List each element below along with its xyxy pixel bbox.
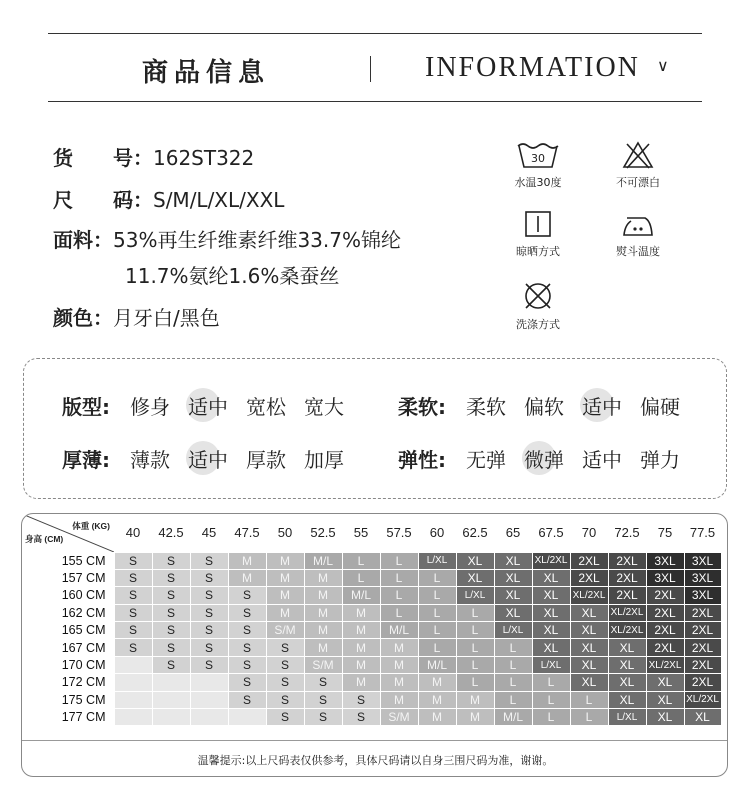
size-cell: L xyxy=(456,674,494,691)
attr-label: 版型: xyxy=(62,395,110,419)
size-cell: L xyxy=(494,656,532,673)
header-separator xyxy=(370,56,371,82)
size-cell: 3XL xyxy=(684,569,721,586)
size-cell: L xyxy=(380,569,418,586)
size-cell: M xyxy=(342,656,380,673)
size-table-box xyxy=(21,513,728,777)
attr-thickness xyxy=(62,444,346,473)
size-cell: 2XL xyxy=(608,587,646,604)
weight-header: 72.5 xyxy=(614,525,640,541)
care-dry xyxy=(498,209,578,259)
size-cell: S xyxy=(304,674,342,691)
size-cell: 3XL xyxy=(646,552,684,569)
size-cell: S xyxy=(114,622,152,639)
size-cell: M xyxy=(304,639,342,656)
attr-option: 偏软 xyxy=(524,395,564,419)
size-cell: S xyxy=(190,639,228,656)
size-cell: S xyxy=(190,587,228,604)
size-cell: S xyxy=(152,622,190,639)
size-cell: S xyxy=(114,587,152,604)
care-wash-method xyxy=(498,280,578,332)
size-cell: 2XL xyxy=(646,622,684,639)
size-cell: M xyxy=(342,639,380,656)
size-cell xyxy=(190,709,228,726)
size-cell: XL xyxy=(570,674,608,691)
info-label: 颜色： xyxy=(53,306,113,330)
info-value: 53%再生纤维素纤维33.7%锦纶 xyxy=(113,228,401,252)
size-cell: L xyxy=(418,604,456,621)
size-cell: S xyxy=(342,691,380,708)
size-cell: 2XL xyxy=(684,604,721,621)
size-cell: 2XL xyxy=(608,569,646,586)
size-cell: L/XL xyxy=(608,709,646,726)
size-cell: L xyxy=(456,656,494,673)
size-cell: S xyxy=(190,604,228,621)
attr-option: 无弹 xyxy=(466,448,506,472)
size-cell: S xyxy=(304,691,342,708)
size-cell: S xyxy=(228,587,266,604)
size-cell: S xyxy=(228,674,266,691)
size-tip: 温馨提示:以上尺码表仅供参考，具体尺码请以自身三围尺码为准，谢谢。 xyxy=(197,754,554,767)
size-cell: S xyxy=(342,709,380,726)
size-cell: XL/2XL xyxy=(608,622,646,639)
size-cell: XL xyxy=(570,639,608,656)
care-wash xyxy=(498,140,578,190)
info-label: 货 号： xyxy=(53,146,153,170)
size-cell: 2XL xyxy=(684,622,721,639)
size-cell: M/L xyxy=(342,587,380,604)
no-bleach-icon xyxy=(621,140,655,170)
size-cell: L xyxy=(456,622,494,639)
size-cell: XL xyxy=(608,656,646,673)
weight-header: 60 xyxy=(429,525,445,541)
weight-header: 75 xyxy=(657,525,673,541)
svg-text:30: 30 xyxy=(531,152,545,165)
size-cell: M xyxy=(266,587,304,604)
attr-option: 薄款 xyxy=(130,448,170,472)
size-cell: M xyxy=(228,552,266,569)
size-cell: L xyxy=(570,691,608,708)
weight-header: 45 xyxy=(201,525,217,541)
size-cell: L xyxy=(380,552,418,569)
size-cell: M/L xyxy=(304,552,342,569)
size-cell: S xyxy=(228,691,266,708)
weight-header: 65 xyxy=(505,525,521,541)
weight-header: 57.5 xyxy=(386,525,412,541)
size-cell: 2XL xyxy=(570,569,608,586)
size-cell: S xyxy=(190,622,228,639)
size-cell: S xyxy=(114,604,152,621)
weight-header: 62.5 xyxy=(462,525,488,541)
weight-header: 55 xyxy=(353,525,369,541)
table-row xyxy=(22,604,721,621)
attributes-box xyxy=(23,358,727,499)
size-cell: XL xyxy=(608,674,646,691)
attr-option: 宽大 xyxy=(304,395,344,419)
size-cell: M/L xyxy=(380,622,418,639)
attr-option-selected: 适中 xyxy=(186,391,230,420)
size-cell xyxy=(114,691,152,708)
size-cell: S xyxy=(114,639,152,656)
attr-option: 修身 xyxy=(130,395,170,419)
size-table xyxy=(22,514,722,726)
attr-label: 弹性: xyxy=(398,448,446,472)
info-value: 11.7%氨纶1.6%桑蚕丝 xyxy=(125,264,340,288)
size-cell xyxy=(190,691,228,708)
size-cell: L xyxy=(494,674,532,691)
care-bleach xyxy=(598,140,678,190)
size-cell: M xyxy=(342,674,380,691)
height-cell: 155 CM xyxy=(61,553,106,568)
table-row xyxy=(22,656,721,673)
size-cell xyxy=(152,709,190,726)
size-cell: M xyxy=(418,691,456,708)
size-cell: S/M xyxy=(266,622,304,639)
size-cell: S/M xyxy=(380,709,418,726)
size-cell: 2XL xyxy=(646,639,684,656)
size-cell: 3XL xyxy=(646,569,684,586)
header-bottom-rule xyxy=(48,101,702,102)
attr-label: 柔软: xyxy=(398,395,446,419)
weight-header: 47.5 xyxy=(234,525,260,541)
weight-header: 40 xyxy=(125,525,141,541)
size-cell: XL xyxy=(570,622,608,639)
care-iron xyxy=(598,209,678,259)
size-cell: XL xyxy=(532,587,570,604)
size-cell: XL xyxy=(456,552,494,569)
size-cell: XL xyxy=(532,569,570,586)
height-axis-label: 身高 (CM) xyxy=(25,534,64,544)
size-cell: S/M xyxy=(304,656,342,673)
height-cell: 157 CM xyxy=(61,571,106,586)
size-cell: XL/2XL xyxy=(608,604,646,621)
size-cell: S xyxy=(228,622,266,639)
table-row xyxy=(22,587,721,604)
attr-fit xyxy=(62,391,346,420)
attr-option-selected: 适中 xyxy=(186,444,230,473)
size-cell: M xyxy=(342,604,380,621)
size-cell: XL xyxy=(570,604,608,621)
size-cell: M/L xyxy=(418,656,456,673)
size-cell: M xyxy=(266,569,304,586)
size-cell: S xyxy=(190,552,228,569)
weight-header: 42.5 xyxy=(158,525,184,541)
size-cell: M xyxy=(228,569,266,586)
size-cell: L xyxy=(456,639,494,656)
table-corner xyxy=(22,514,114,552)
table-row xyxy=(22,709,721,726)
weight-header: 70 xyxy=(581,525,597,541)
size-cell: L/XL xyxy=(532,656,570,673)
size-cell: XL xyxy=(684,709,721,726)
attr-option: 偏硬 xyxy=(640,395,680,419)
info-fabric-cont xyxy=(125,266,339,286)
iron-icon xyxy=(621,209,655,239)
wash-30-icon xyxy=(515,140,561,170)
size-cell: L xyxy=(342,552,380,569)
size-cell: XL xyxy=(494,604,532,621)
size-cell: L xyxy=(494,639,532,656)
size-cell: S xyxy=(266,691,304,708)
size-cell: XL xyxy=(570,656,608,673)
height-cell: 177 CM xyxy=(61,710,106,725)
size-cell: M xyxy=(304,587,342,604)
attr-option: 柔软 xyxy=(466,395,506,419)
size-cell: L xyxy=(380,604,418,621)
info-value: 月牙白/黑色 xyxy=(113,306,220,330)
size-cell: L xyxy=(342,569,380,586)
size-cell xyxy=(190,674,228,691)
size-cell: M xyxy=(380,691,418,708)
size-cell: S xyxy=(152,552,190,569)
height-cell: 170 CM xyxy=(61,658,106,673)
size-cell: M xyxy=(380,674,418,691)
size-cell: 2XL xyxy=(608,552,646,569)
size-cell: L xyxy=(418,569,456,586)
size-cell: XL xyxy=(494,587,532,604)
size-cell: 2XL xyxy=(646,604,684,621)
size-cell: XL xyxy=(494,569,532,586)
size-cell: XL xyxy=(646,709,684,726)
size-cell: S xyxy=(266,639,304,656)
tip-divider xyxy=(22,740,728,741)
line-dry-icon xyxy=(523,209,553,239)
attr-option-selected: 适中 xyxy=(580,391,624,420)
table-row xyxy=(22,639,721,656)
size-cell: M xyxy=(456,691,494,708)
chevron-down-icon: ∨ xyxy=(657,56,669,75)
info-value: S/M/L/XL/XXL xyxy=(153,188,285,212)
table-row xyxy=(22,552,721,569)
attr-option: 弹力 xyxy=(640,448,680,472)
weight-header: 52.5 xyxy=(310,525,336,541)
size-cell: S xyxy=(266,709,304,726)
size-cell: S xyxy=(152,639,190,656)
info-label: 尺 码： xyxy=(53,188,153,212)
size-cell: S xyxy=(152,587,190,604)
size-cell: S xyxy=(190,656,228,673)
size-cell: L xyxy=(456,604,494,621)
header-title-en: INFORMATION xyxy=(425,52,640,83)
care-label: 晾晒方式 xyxy=(516,245,560,258)
weight-axis-label: 体重 (KG) xyxy=(72,521,110,531)
size-cell: L/XL xyxy=(418,552,456,569)
size-cell: M xyxy=(418,674,456,691)
attr-option: 宽松 xyxy=(246,395,286,419)
weight-header: 50 xyxy=(277,525,293,541)
size-cell: M xyxy=(380,639,418,656)
size-cell: S xyxy=(152,604,190,621)
size-cell: L xyxy=(380,587,418,604)
attr-elasticity xyxy=(398,444,682,473)
size-cell: XL xyxy=(646,691,684,708)
size-cell: S xyxy=(228,656,266,673)
height-cell: 172 CM xyxy=(61,675,106,690)
info-size xyxy=(53,190,284,210)
info-label: 面料： xyxy=(53,228,113,252)
size-cell: L xyxy=(494,691,532,708)
size-cell: L xyxy=(570,709,608,726)
attr-option: 加厚 xyxy=(304,448,344,472)
size-cell: L/XL xyxy=(494,622,532,639)
size-cell: 2XL xyxy=(684,656,721,673)
size-cell: XL xyxy=(608,639,646,656)
height-cell: 160 CM xyxy=(61,588,106,603)
care-label: 熨斗温度 xyxy=(616,245,660,258)
size-cell: M xyxy=(266,552,304,569)
size-cell: 2XL xyxy=(646,587,684,604)
size-cell: L xyxy=(532,674,570,691)
size-cell: XL xyxy=(532,622,570,639)
size-cell: 2XL xyxy=(684,639,721,656)
size-cell: M xyxy=(418,709,456,726)
height-cell: 162 CM xyxy=(61,605,106,620)
size-cell xyxy=(228,709,266,726)
size-cell: M xyxy=(304,622,342,639)
size-cell: S xyxy=(114,552,152,569)
info-value: 162ST322 xyxy=(153,146,255,170)
height-cell: 167 CM xyxy=(61,640,106,655)
size-cell: 2XL xyxy=(570,552,608,569)
size-cell: L/XL xyxy=(456,587,494,604)
info-fabric xyxy=(53,230,401,250)
size-cell: M xyxy=(304,604,342,621)
attr-option: 厚款 xyxy=(246,448,286,472)
no-tumble-dry-icon xyxy=(522,280,554,312)
table-row xyxy=(22,691,721,708)
size-cell: 3XL xyxy=(684,587,721,604)
size-cell: XL xyxy=(456,569,494,586)
size-cell: L xyxy=(532,709,570,726)
info-item-number xyxy=(53,148,254,168)
weight-header: 77.5 xyxy=(689,525,716,541)
size-cell: S xyxy=(228,639,266,656)
size-cell: 3XL xyxy=(684,552,721,569)
size-cell: L xyxy=(532,691,570,708)
attr-option: 适中 xyxy=(582,448,622,472)
table-row xyxy=(22,622,721,639)
attr-softness xyxy=(398,391,682,420)
size-cell: S xyxy=(152,569,190,586)
size-cell xyxy=(114,709,152,726)
size-cell: XL/2XL xyxy=(684,691,721,708)
size-cell: M xyxy=(342,622,380,639)
size-cell: L xyxy=(418,639,456,656)
size-cell: M xyxy=(380,656,418,673)
header-title-cn: 商品信息 xyxy=(142,58,271,88)
size-cell: M xyxy=(304,569,342,586)
size-cell: S xyxy=(152,656,190,673)
size-cell: S xyxy=(228,604,266,621)
size-cell: XL xyxy=(532,604,570,621)
size-cell: S xyxy=(266,674,304,691)
size-cell: S xyxy=(114,569,152,586)
size-cell: XL xyxy=(494,552,532,569)
care-label: 水温30度 xyxy=(514,176,562,189)
size-cell: S xyxy=(266,656,304,673)
size-cell: 2XL xyxy=(684,674,721,691)
weight-header: 67.5 xyxy=(538,525,564,541)
size-cell xyxy=(152,674,190,691)
size-cell: S xyxy=(190,569,228,586)
size-cell: XL xyxy=(532,639,570,656)
care-label: 洗涤方式 xyxy=(516,318,560,331)
table-row xyxy=(22,674,721,691)
attr-label: 厚薄: xyxy=(62,448,110,472)
size-cell: S xyxy=(304,709,342,726)
table-row xyxy=(22,569,721,586)
attr-option-selected: 微弹 xyxy=(522,444,566,473)
care-label: 不可漂白 xyxy=(616,176,660,189)
height-cell: 175 CM xyxy=(61,692,106,707)
size-cell: XL/2XL xyxy=(570,587,608,604)
size-cell xyxy=(114,674,152,691)
size-cell xyxy=(152,691,190,708)
size-cell: L xyxy=(418,622,456,639)
size-cell: XL xyxy=(608,691,646,708)
size-cell: M/L xyxy=(494,709,532,726)
size-cell: M xyxy=(456,709,494,726)
size-cell: M xyxy=(266,604,304,621)
size-cell: XL/2XL xyxy=(532,552,570,569)
height-cell: 165 CM xyxy=(61,623,106,638)
size-cell: L xyxy=(418,587,456,604)
size-cell: XL xyxy=(646,674,684,691)
size-cell xyxy=(114,656,152,673)
header-top-rule xyxy=(48,33,702,34)
size-cell: XL/2XL xyxy=(646,656,684,673)
info-color xyxy=(53,308,220,328)
